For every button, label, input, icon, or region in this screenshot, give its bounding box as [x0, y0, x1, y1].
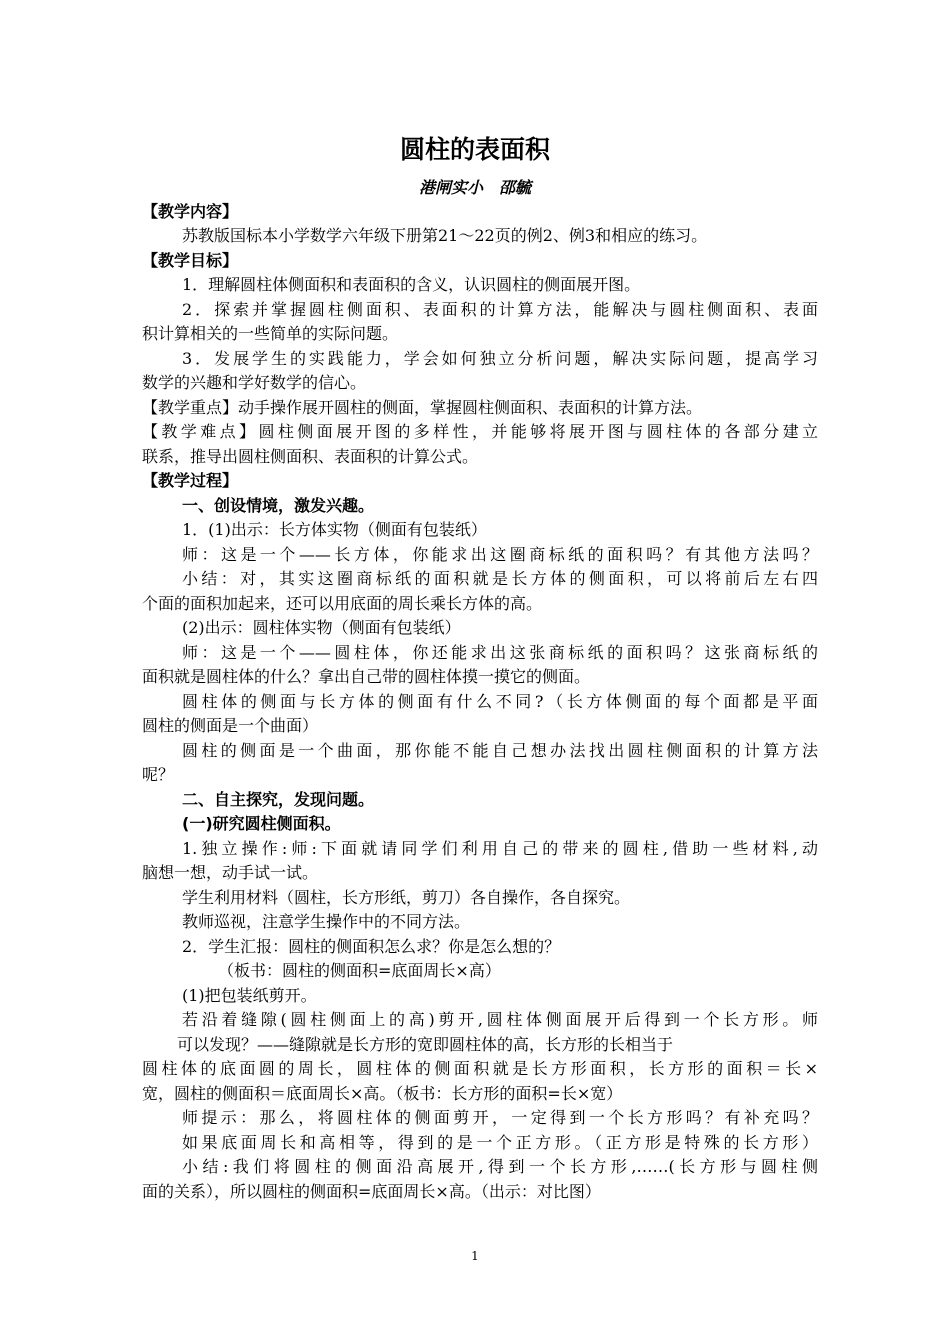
subsection-heading: 二、自主探究，发现问题。: [182, 790, 375, 809]
section-heading-objectives: 【教学目标】: [142, 251, 239, 270]
paragraph-line: 圆柱的侧面是一个曲面）: [142, 716, 319, 735]
author-name: 邵毓: [499, 178, 532, 197]
paragraph-line: 个面的面积加起来，还可以用底面的周长乘长方体的高。: [142, 594, 543, 613]
paragraph-line: 圆柱体的侧面与长方体的侧面有什么不同?（长方体侧面的每个面都是平面: [182, 692, 818, 711]
paragraph-line: 面积就是圆柱体的什么？拿出自己带的圆柱体摸一摸它的侧面。: [142, 667, 591, 686]
document-title: 圆柱的表面积: [399, 135, 550, 164]
paragraph-line: 脑想一想，动手试一试。: [142, 863, 319, 882]
paragraph-line: 1．(1)出示：长方体实物（侧面有包装纸）: [182, 520, 487, 539]
paragraph-line: 联系，推导出圆柱侧面积、表面积的计算公式。: [142, 447, 479, 466]
paragraph-line: 小结：对，其实这圈商标纸的面积就是长方体的侧面积，可以将前后左右四: [182, 569, 818, 588]
paragraph-line: 小结:我们将圆柱的侧面沿高展开,得到一个长方形,……(长方形与圆柱侧: [182, 1157, 818, 1176]
paragraph-line: 呢？: [142, 765, 175, 784]
paragraph-line: 宽，圆柱的侧面积＝底面周长×高。（板书：长方形的面积=长×宽）: [142, 1084, 623, 1103]
paragraph-line: 2．学生汇报：圆柱的侧面积怎么求？你是怎么想的？: [182, 937, 561, 956]
page-number: 1: [471, 1249, 479, 1263]
paragraph-line: (2)出示：圆柱体实物（侧面有包装纸）: [182, 618, 461, 637]
board-note-line: （板书：圆柱的侧面积=底面周长×高）: [218, 961, 501, 980]
paragraph-line: 2．探索并掌握圆柱侧面积、表面积的计算方法，能解决与圆柱侧面积、表面: [182, 300, 818, 319]
key-points-line: 【教学重点】动手操作展开圆柱的侧面，掌握圆柱侧面积、表面积的计算方法。: [142, 398, 703, 417]
paragraph-line: 1．理解圆柱体侧面积和表面积的含义，认识圆柱的侧面展开图。: [182, 275, 641, 294]
paragraph-line: 教师巡视，注意学生操作中的不同方法。: [182, 912, 471, 931]
paragraph-line: 师：这是一个——圆柱体，你还能求出这张商标纸的面积吗？这张商标纸的: [182, 643, 818, 662]
paragraph-line: 积计算相关的一些简单的实际问题。: [142, 324, 399, 343]
paragraph-line: 可以发现？——缝隙就是长方形的宽即圆柱体的高，长方形的长相当于: [177, 1035, 674, 1054]
difficulty-line: 【教学难点】圆柱侧面展开图的多样性，并能够将展开图与圆柱体的各部分建立: [142, 422, 818, 441]
paragraph-line: 数学的兴趣和学好数学的信心。: [142, 373, 367, 392]
paragraph-line: 若沿着缝隙(圆柱侧面上的高)剪开,圆柱体侧面展开后得到一个长方形。师: [182, 1010, 818, 1029]
subsection-heading: (一)研究圆柱侧面积。: [182, 814, 341, 833]
paragraph-line: 1.独立操作:师:下面就请同学们利用自己的带来的圆柱,借助一些材料,动: [182, 839, 818, 858]
paragraph-line: 师提示：那么，将圆柱体的侧面剪开，一定得到一个长方形吗？有补充吗？: [182, 1108, 818, 1127]
author-line: [0, 177, 950, 199]
paragraph-line: 圆柱的侧面是一个曲面，那你能不能自己想办法找出圆柱侧面积的计算方法: [182, 741, 818, 760]
paragraph-line: 3．发展学生的实践能力，学会如何独立分析问题，解决实际问题，提高学习: [182, 349, 818, 368]
subsection-heading: 一、创设情境，激发兴趣。: [182, 496, 375, 515]
paragraph-line: 苏教版国标本小学数学六年级下册第21～22页的例2、例3和相应的练习。: [182, 226, 708, 245]
school-name: 港闸实小: [418, 178, 483, 197]
paragraph-line: 圆柱体的底面圆的周长，圆柱体的侧面积就是长方形面积，长方形的面积＝长×: [142, 1059, 818, 1078]
paragraph-line: 学生利用材料（圆柱，长方形纸，剪刀）各自操作，各自探究。: [182, 888, 631, 907]
paragraph-line: 面的关系），所以圆柱的侧面积=底面周长×高。（出示：对比图）: [142, 1182, 601, 1201]
section-heading-content: 【教学内容】: [142, 202, 239, 221]
section-heading-process: 【教学过程】: [142, 471, 239, 490]
paragraph-line: (1)把包装纸剪开。: [182, 986, 317, 1005]
paragraph-line: 如果底面周长和高相等，得到的是一个正方形。（正方形是特殊的长方形）: [182, 1133, 818, 1152]
paragraph-line: 师：这是一个——长方体，你能求出这圈商标纸的面积吗？有其他方法吗？: [182, 545, 818, 564]
